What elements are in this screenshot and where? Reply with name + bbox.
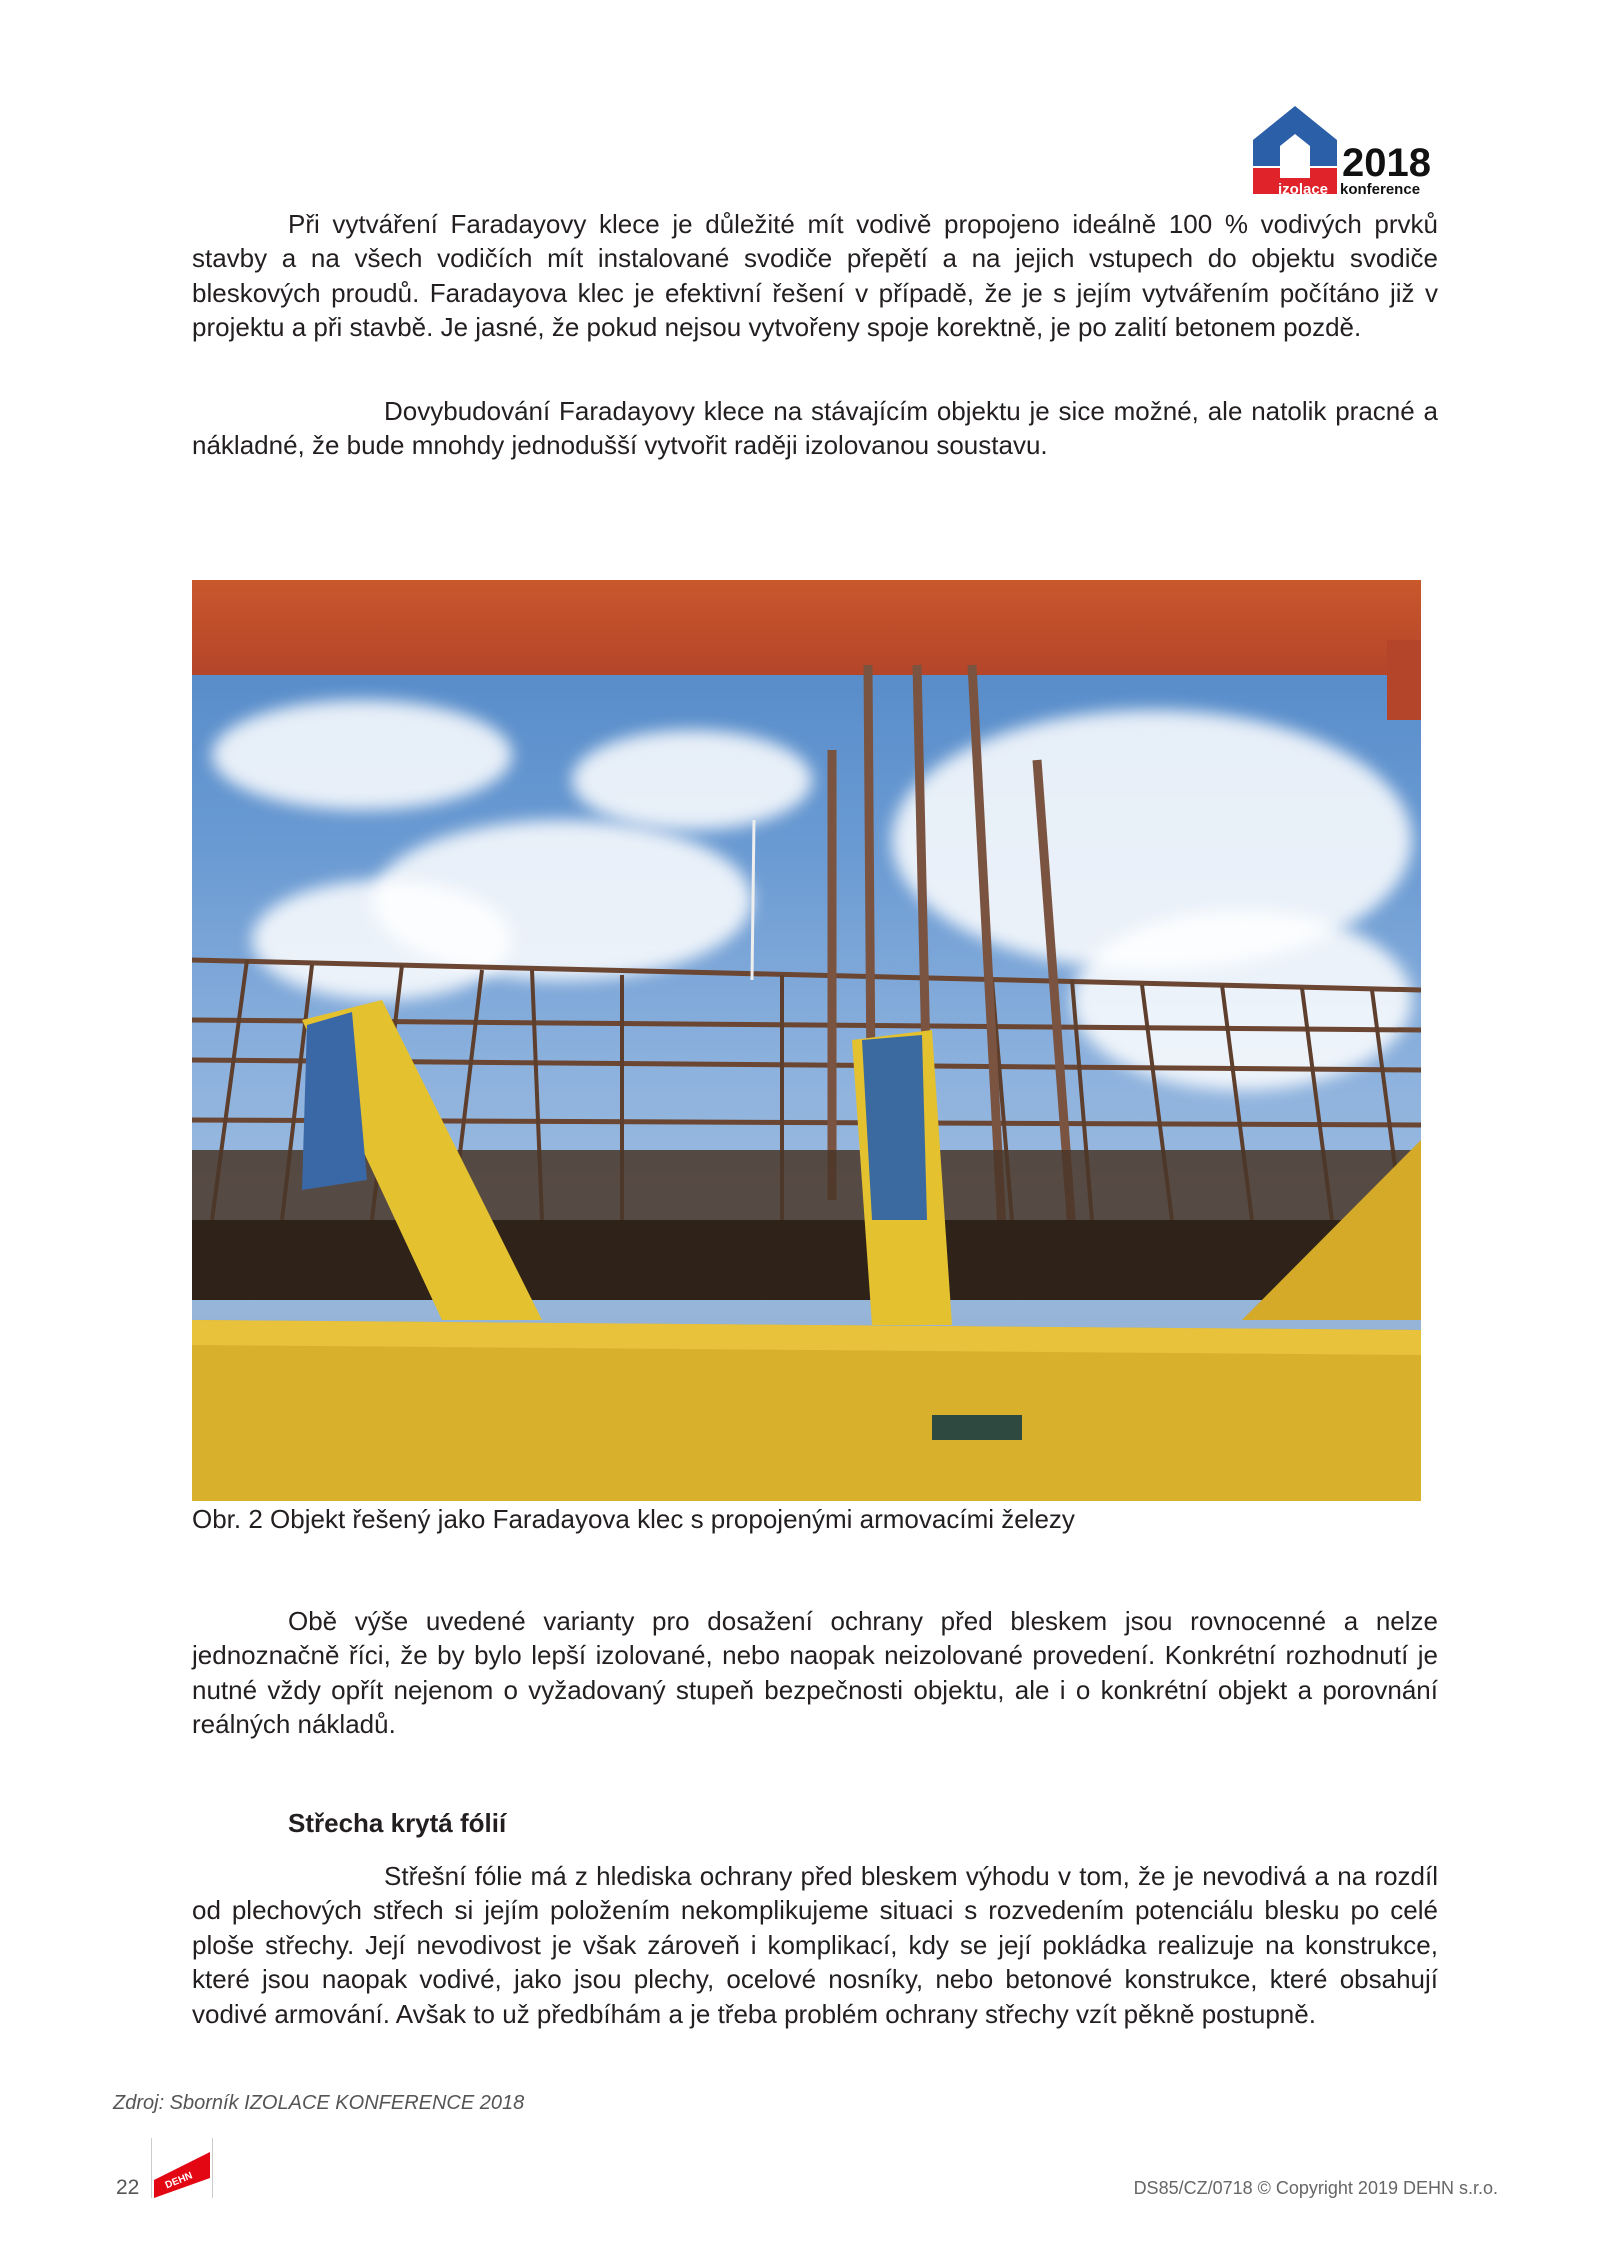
svg-text:konference: konference: [1340, 181, 1421, 196]
paragraph-retrofit: Dovybudování Faradayovy klece na stávajícím objektu je sice možné, ale natolik pracné a nákladné, že bude mnohdy jednodušší vytvořit raději izolovanou soustavu.: [192, 396, 1438, 461]
figure-caption: Obr. 2 Objekt řešený jako Faradayova klec s propojenými armovacími železy: [192, 1504, 1075, 1534]
section-heading: Střecha krytá fólií: [288, 1808, 507, 1838]
paragraph-faraday-cage: Při vytváření Faradayovy klece je důležité mít vodivě propojeno ideálně 100 % vodivých prvků stavby a na všech vodičích mít instalované svodiče přepětí a na jejich vstupech do objektu svodiče bleskových proudů. Faradayova klec je efektivní řešení v případě, že je s jejím vytvářením počítáno již v projektu a při stavbě. Je jasné, že pokud nejsou vytvořeny spoje korektně, je po zalití betonem pozdě.: [192, 209, 1438, 343]
page-number: 22: [116, 2176, 140, 2199]
paragraph-comparison: Obě výše uvedené varianty pro dosažení ochrany před bleskem jsou rovnocenné a nelze jednoznačně říci, že by bylo lepší izolované, nebo naopak neizolované provedení. Konkrétní rozhodnutí je nutné vždy opřít nejenom o vyžadovaný stupeň bezpečnosti objektu, ale i o konkrétní objekt a porovnání reálných nákladů.: [192, 1606, 1438, 1740]
dehn-logo: [151, 2138, 213, 2198]
izolace-konference-logo: [1250, 106, 1440, 196]
paragraph-roof-foil: Střešní fólie má z hlediska ochrany před bleskem výhodu v tom, že je nevodivá a na rozdíl od plechových střech si jejím položením nekomplikujeme situaci s rozvedením potenciálu blesku po celé ploše střechy. Její nevodivost je však zároveň i komplikací, kdy se její pokládka realizuje na konstrukce, které jsou naopak vodivé, jako jsou plechy, ocelové nosníky, nebo betonové konstrukce, které obsahují vodivé armování. Avšak to už předbíhám a je třeba problém ochrany střechy vzít pěkně postupně.: [192, 1861, 1438, 2029]
source-note: Zdroj: Sborník IZOLACE KONFERENCE 2018: [113, 2092, 525, 2114]
svg-text:2018: 2018: [1342, 141, 1431, 185]
svg-text:izolace: izolace: [1278, 181, 1329, 196]
copyright: DS85/CZ/0718 © Copyright 2019 DEHN s.r.o.: [1133, 2178, 1498, 2198]
figure-photo-rebar-formwork: [192, 580, 1421, 1501]
svg-text:DEHN: DEHN: [163, 2170, 195, 2192]
